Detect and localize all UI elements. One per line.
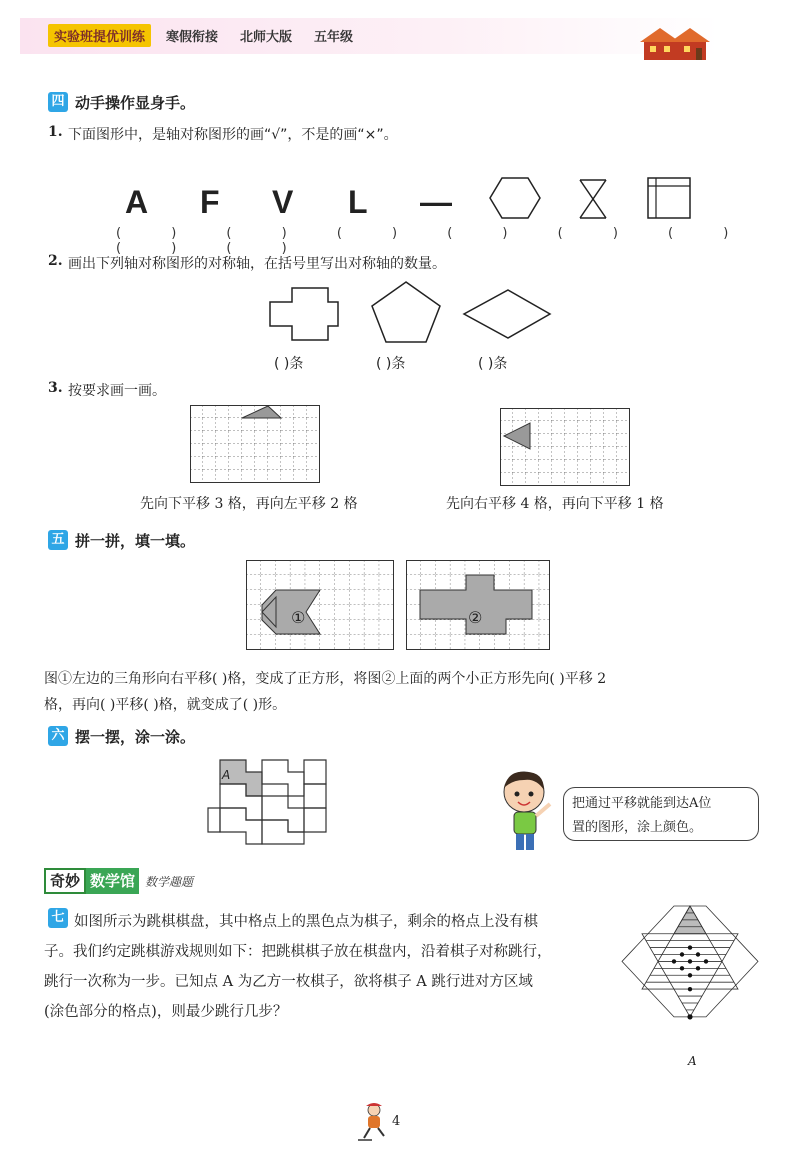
grid-right [500, 408, 630, 486]
brand-part-2: 数学馆 [86, 868, 139, 894]
chinese-checkers-board [620, 902, 760, 1068]
q3-number: 3. [48, 380, 63, 396]
q3-caption-2: 先向右平移 4 格，再向下平移 1 格 [446, 496, 664, 512]
q2-answer-2[interactable]: ( )条 [376, 356, 406, 372]
section-5-badge: 五 [48, 530, 68, 550]
brand-part-3: 数学趣题 [145, 874, 194, 889]
brand-banner [44, 868, 193, 894]
section-7-line-2: 子。我们约定跳棋游戏规则如下：把跳棋棋子放在棋盘内，沿着棋子对称跳行， [44, 944, 552, 960]
section-5-line-2: 格，再向( )平移( )格，就变成了( )形。 [44, 697, 287, 713]
hourglass-shape [580, 180, 606, 218]
section-4-badge: 四 [48, 92, 68, 112]
speech-bubble [563, 787, 759, 841]
house-icon [640, 26, 710, 62]
section-6-title: 摆一摆，涂一涂。 [75, 728, 196, 746]
cross-shape [270, 288, 338, 340]
rhombus-shape [464, 290, 550, 338]
q1-shapes [488, 176, 698, 224]
framed-square-shape [648, 178, 690, 218]
section-4-title: 动手操作显身手。 [75, 94, 196, 112]
q3-caption-1: 先向下平移 3 格，再向左平移 2 格 [140, 496, 358, 512]
pentagon-shape [372, 282, 440, 342]
q1-number: 1. [48, 124, 63, 140]
letter-a: A [125, 184, 149, 220]
section-7-line-4: (涂色部分的格点)，则最少跳行几步？ [44, 1004, 288, 1020]
q1-text: 下面图形中，是轴对称图形的画“√”，不是的画“×”。 [68, 127, 398, 143]
fig1-label: ① [291, 608, 306, 627]
section-7-text [74, 907, 614, 937]
header-grade: 五年级 [314, 30, 354, 45]
section-7-line-1: 如图所示为跳棋棋盘，其中格点上的黑色点为棋子，剩余的格点上没有棋 [74, 914, 538, 930]
point-a-label: A [688, 1054, 697, 1068]
grid-fig1 [246, 560, 394, 650]
fig2-label: ② [468, 608, 483, 627]
speech-line-1: 把通过平移就能到达A位 [572, 796, 712, 811]
section-7-text-cont [44, 937, 614, 1027]
boy-icon [494, 766, 558, 856]
section-7-badge: 七 [48, 908, 68, 928]
section-7-line-3: 跳行一次称为一步。已知点 A 为乙方一枚棋子，欲将棋子 A 跳行进对方区域 [44, 974, 533, 990]
q3-text: 按要求画一画。 [68, 383, 166, 399]
q2-shapes [268, 280, 558, 346]
hexagon-shape [490, 178, 540, 218]
letter-l: L [348, 184, 368, 220]
section-5-line-1: 图①左边的三角形向右平移( )格，变成了正方形，将图②上面的两个小正方形先向( )平移 2 [44, 671, 607, 687]
tile-label-a: A [222, 768, 231, 782]
grid-fig2 [406, 560, 550, 650]
dash-shape: — [420, 184, 452, 220]
letter-f: F [200, 184, 220, 220]
brand-part-1: 奇妙 [44, 868, 86, 894]
q2-answer-3[interactable]: ( )条 [478, 356, 508, 372]
header-subtitle-2: 北师大版 [240, 30, 293, 45]
puzzle-tiles [206, 752, 330, 852]
q1-answer-parens[interactable]: ( ) ( ) ( ) ( ) ( ) ( ) ( ) ( ) [116, 226, 747, 256]
q2-number: 2. [48, 253, 63, 269]
grid-left [190, 405, 320, 483]
q2-answer-1[interactable]: ( )条 [274, 356, 304, 372]
speech-line-2: 置的图形，涂上颜色。 [572, 820, 703, 835]
section-6-badge: 六 [48, 726, 68, 746]
series-title: 实验班提优训练 [48, 24, 151, 47]
section-5-title: 拼一拼，填一填。 [75, 532, 196, 550]
q2-text: 画出下列轴对称图形的对称轴，在括号里写出对称轴的数量。 [68, 256, 446, 272]
page-number: 4 [392, 1114, 401, 1129]
letter-v: V [272, 184, 294, 220]
header-subtitle-1: 寒假衔接 [166, 30, 219, 45]
skater-icon [356, 1102, 390, 1142]
